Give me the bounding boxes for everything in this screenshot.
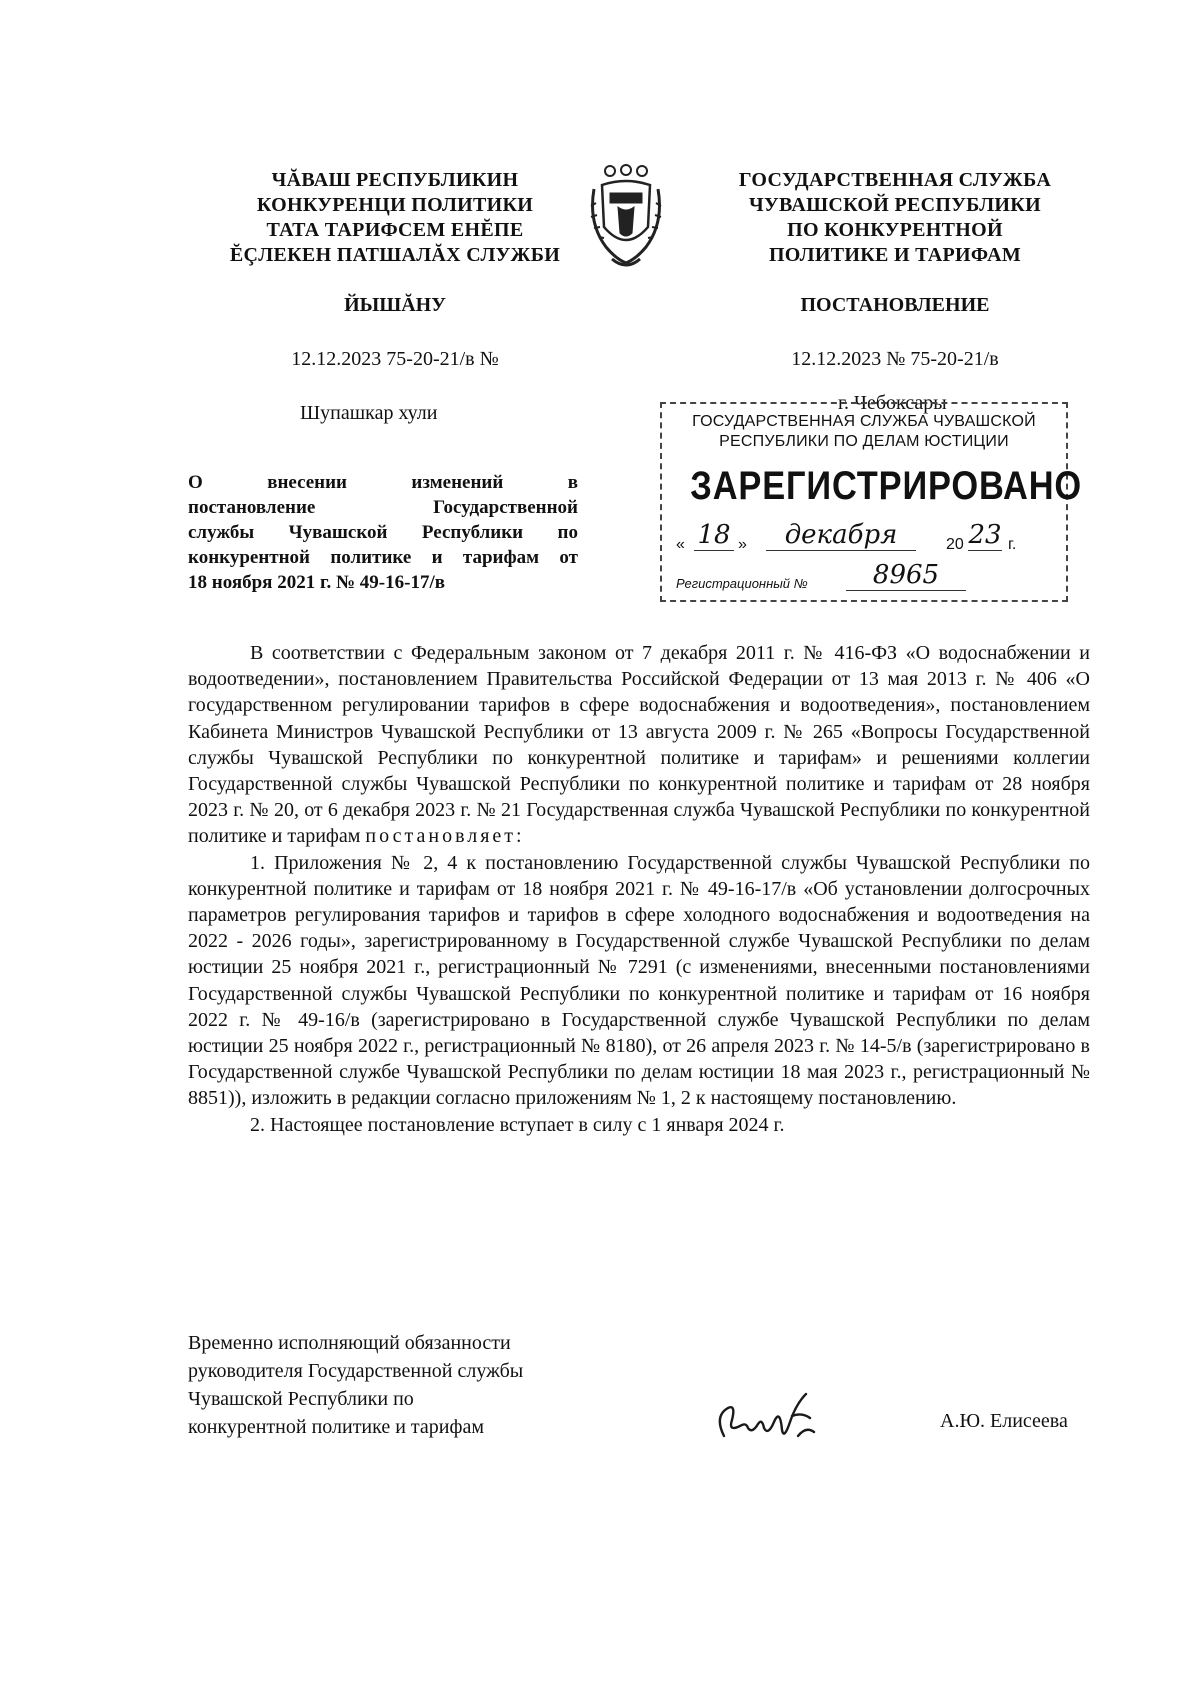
subject-line: 18 ноября 2021 г. № 49-16-17/в bbox=[188, 572, 445, 593]
position-line: конкурентной политике и тарифам bbox=[188, 1416, 484, 1438]
stamp-quote-open: « bbox=[676, 536, 685, 553]
preamble-verb: постановляет: bbox=[365, 825, 525, 848]
handwritten-signature-icon bbox=[710, 1386, 830, 1446]
stamp-organization bbox=[662, 412, 1066, 452]
document-body bbox=[188, 640, 1090, 1138]
position-line: Чувашской Республики по bbox=[188, 1388, 414, 1410]
stamp-reg-number: 8965 bbox=[846, 560, 966, 591]
subject-line: конкурентной политике и тарифам от bbox=[188, 547, 578, 568]
subject-line: постановление Государственной bbox=[188, 497, 578, 518]
header-right-line: ПОЛИТИКЕ И ТАРИФАМ bbox=[768, 244, 1022, 266]
stamp-quote-close: » bbox=[738, 536, 747, 553]
header-left-line: КОНКУРЕНЦИ ПОЛИТИКИ bbox=[256, 194, 534, 216]
header-left-line: ЧĂВАШ РЕСПУБЛИКИН bbox=[271, 169, 519, 191]
stamp-reg-label: Регистрационный № bbox=[676, 576, 808, 591]
city-russian: г. Чебоксары bbox=[838, 392, 947, 414]
signatory-name: А.Ю. Елисеева bbox=[940, 1410, 1068, 1432]
header-left-line: ĔÇЛЕКЕН ПАТШАЛĂХ СЛУЖБИ bbox=[229, 244, 561, 266]
stamp-year-prefix: 20 bbox=[946, 536, 964, 553]
body-paragraph-item-1: 1. Приложения № 2, 4 к постановлению Государственной службы Чувашской Республики по конкурентной политике и тарифам от 18 ноября 2021 г. № 49-16-17/в «Об установлении долгосрочных параметров регулирования тарифов и тарифов в сфере холодного водоснабжения и водоотведения на 2022 - 2026 годы», зарегистрированному в Государственной службе Чувашской Республики по делам юстиции 25 ноября 2021 г., регистрационный № 7291 (с изменениями, внесенными постановлениями Государственной службы Чувашской Республики по конкурентной политике и тарифам от 16 ноября 2022 г. № 49-16/в (зарегистрировано в Государственной службе Чувашской Республики по делам юстиции 25 ноября 2022 г., регистрационный № 8180), от 26 апреля 2023 г. № 14-5/в (зарегистрировано в Государственной службе Чувашской Республики по делам юстиции 18 мая 2023 г., регистрационный № 8851)), изложить в редакции согласно приложениям № 1, 2 к настоящему постановлению. bbox=[188, 851, 1090, 1110]
header-right-line: ГОСУДАРСТВЕННАЯ СЛУЖБА bbox=[738, 169, 1052, 191]
stamp-year-suffix: г. bbox=[1008, 536, 1017, 553]
subject-line: службы Чувашской Республики по bbox=[188, 522, 578, 543]
header-right-line: ЧУВАШСКОЙ РЕСПУБЛИКИ bbox=[749, 194, 1041, 216]
stamp-year: 23 bbox=[968, 520, 1002, 550]
stamp-date bbox=[676, 522, 1056, 556]
doc-number-russian: 12.12.2023 № 75-20-21/в bbox=[791, 348, 999, 370]
doc-number-chuvash: 12.12.2023 75-20-21/в № bbox=[291, 348, 499, 370]
header-right-line: ПО КОНКУРЕНТНОЙ bbox=[787, 219, 1003, 241]
header-left-line: ТАТА ТАРИФСЕМ ЕНĔПЕ bbox=[266, 219, 524, 241]
preamble-text: В соответствии с Федеральным законом от 7 декабря 2011 г. № 416-ФЗ «О водоснабжении и водоотведении», постановлением Правительства Российской Федерации от 13 мая 2013 г. № 406 «О государственном регулировании тарифов в сфере водоснабжения и водоотведения», постановлением Кабинета Министров Чувашской Республики от 13 августа 2009 г. № 265 «Вопросы Государственной службы Чувашской Республики по конкурентной политике и тарифам» и решениями коллегии Государственной службы Чувашской Республики по конкурентной политике и тарифам от 28 ноября 2023 г. № 20, от 6 декабря 2023 г. № 21 Государственная служба Чувашской Республики по конкурентной политике и тарифам bbox=[188, 642, 1090, 848]
document-subject bbox=[188, 470, 578, 595]
body-paragraph-preamble bbox=[188, 640, 1090, 850]
stamp-org-line: ГОСУДАРСТВЕННАЯ СЛУЖБА ЧУВАШСКОЙ bbox=[692, 413, 1036, 430]
position-line: руководителя Государственной службы bbox=[188, 1360, 524, 1382]
stamp-month: декабря bbox=[766, 520, 916, 551]
body-paragraph-item-2: 2. Настоящее постановление вступает в силу с 1 января 2024 г. bbox=[250, 1113, 785, 1136]
stamp-registered-label: ЗАРЕГИСТРИРОВАНО bbox=[690, 464, 1083, 508]
stamp-org-line: РЕСПУБЛИКИ ПО ДЕЛАМ ЮСТИЦИИ bbox=[719, 433, 1009, 450]
position-line: Временно исполняющий обязанности bbox=[188, 1332, 511, 1354]
subject-line: О внесении изменений в bbox=[188, 472, 578, 493]
stamp-day: 18 bbox=[694, 520, 734, 551]
chuvash-coat-of-arms-icon bbox=[588, 163, 664, 275]
signatory-position bbox=[188, 1329, 608, 1441]
city-chuvash: Шупашкар хули bbox=[300, 402, 438, 424]
header-chuvash-org bbox=[210, 168, 580, 268]
header-russian-org bbox=[700, 168, 1090, 268]
doc-type-chuvash: ЙЫШĂНУ bbox=[344, 294, 446, 316]
doc-type-russian: ПОСТАНОВЛЕНИЕ bbox=[800, 294, 990, 316]
registration-stamp bbox=[660, 402, 1083, 602]
